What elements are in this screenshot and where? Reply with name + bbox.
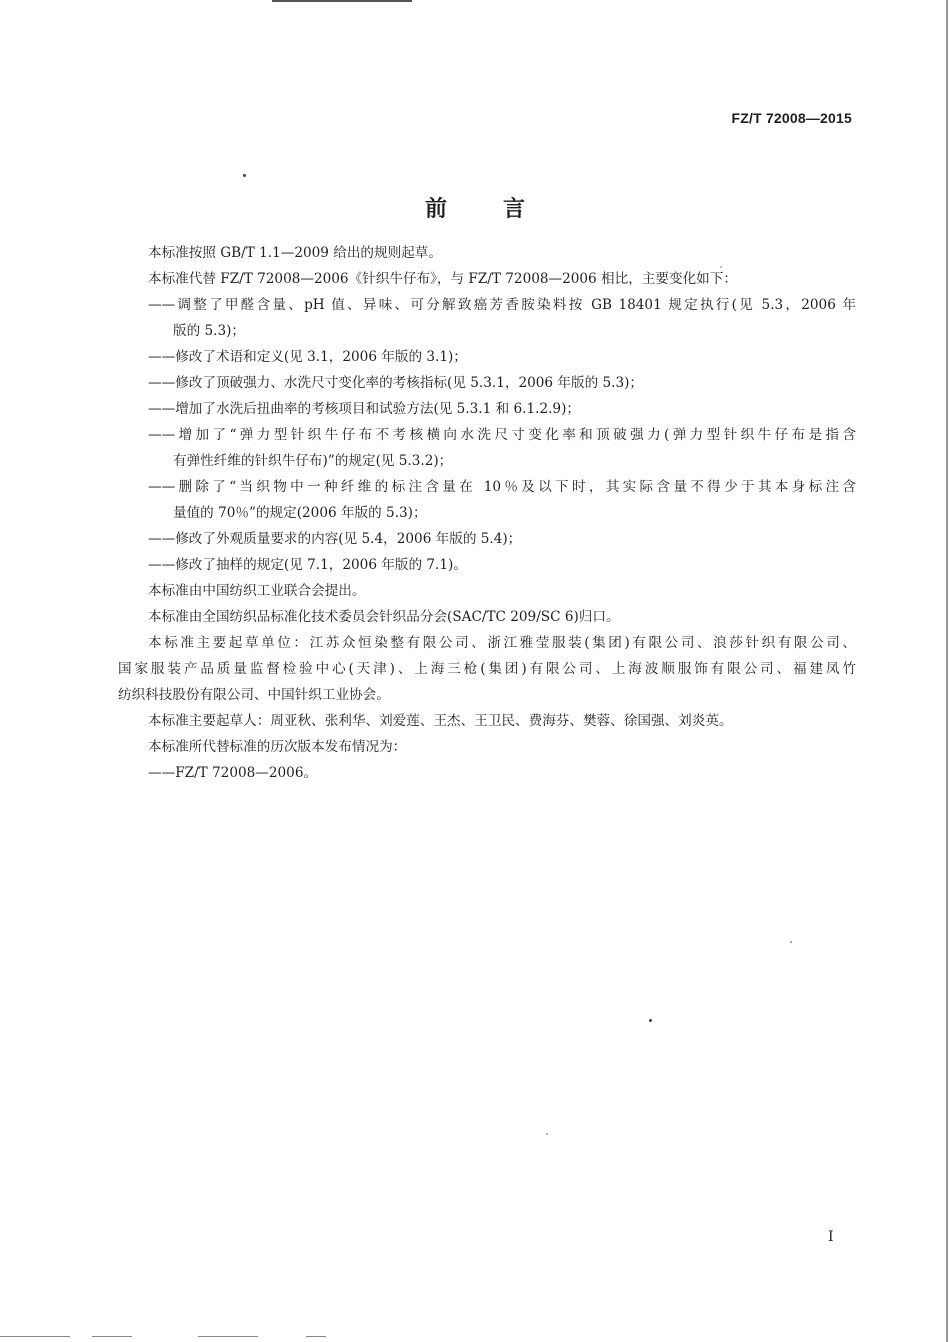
change-item: ——修改了术语和定义(见 3.1，2006 年版的 3.1)； bbox=[148, 349, 467, 365]
foreword-body bbox=[118, 240, 856, 786]
change-item: ——调整了甲醛含量、pH 值、异味、可分解致癌芳香胺染料按 GB 18401 规定执行(见 5.3，2006 年 bbox=[148, 297, 856, 313]
paragraph-drafting-rules: 本标准按照 GB/T 1.1—2009 给出的规则起草。 bbox=[148, 245, 442, 261]
scan-bottom-line bbox=[92, 1336, 132, 1337]
scan-bottom-line bbox=[198, 1336, 258, 1337]
paragraph-history: 本标准所代替标准的历次版本发布情况为： bbox=[148, 739, 407, 755]
top-edge-line bbox=[272, 0, 412, 2]
history-item: ——FZ/T 72008—2006。 bbox=[148, 765, 318, 781]
paragraph-drafting-units-continuation: 纺织科技股份有限公司、中国针织工业协会。 bbox=[118, 687, 390, 703]
change-item-continuation: 量值的 70％”的规定(2006 年版的 5.3)； bbox=[173, 505, 427, 521]
paragraph-proposed-by: 本标准由中国纺织工业联合会提出。 bbox=[148, 583, 366, 599]
change-item: ——增加了“弹力型针织牛仔布不考核横向水洗尺寸变化率和顶破强力(弹力型针织牛仔布是指含 bbox=[148, 427, 856, 443]
scan-speck bbox=[649, 1019, 652, 1022]
paragraph-replaces: 本标准代替 FZ/T 72008—2006《针织牛仔布》，与 FZ/T 72008—2006 相比，主要变化如下： bbox=[148, 271, 737, 287]
change-item-continuation: 有弹性纤维的针织牛仔布)”的规定(见 5.3.2)； bbox=[173, 453, 453, 469]
scan-speck bbox=[790, 941, 792, 943]
paragraph-drafting-units: 本标准主要起草单位：江苏众恒染整有限公司、浙江雅莹服装(集团)有限公司、浪莎针织有限公司、 bbox=[148, 635, 856, 651]
paragraph-drafting-units-continuation: 国家服装产品质量监督检验中心(天津)、上海三枪(集团)有限公司、上海波顺服饰有限公司、福建凤竹 bbox=[118, 661, 856, 677]
change-item: ——修改了顶破强力、水洗尺寸变化率的考核指标(见 5.3.1，2006 年版的 5.3)； bbox=[148, 375, 643, 391]
scan-bottom-line bbox=[0, 1336, 70, 1337]
page-number: I bbox=[828, 1229, 834, 1245]
change-item: ——修改了抽样的规定(见 7.1，2006 年版的 7.1)。 bbox=[148, 557, 467, 573]
standard-number: FZ/T 72008—2015 bbox=[731, 110, 852, 126]
change-item-continuation: 版的 5.3)； bbox=[173, 323, 246, 339]
scan-speck bbox=[720, 266, 722, 268]
change-item: ——增加了水洗后扭曲率的考核项目和试验方法(见 5.3.1 和 6.1.2.9)； bbox=[148, 401, 580, 417]
paragraph-administered-by: 本标准由全国纺织品标准化技术委员会针织品分会(SAC/TC 209/SC 6)归口。 bbox=[148, 609, 620, 625]
page-title: 前言 bbox=[424, 197, 581, 222]
scan-bottom-line bbox=[306, 1336, 326, 1337]
paragraph-drafters: 本标准主要起草人：周亚秋、张利华、刘爱莲、王杰、王卫民、费海芬、樊蓉、徐国强、刘炎英。 bbox=[148, 713, 733, 729]
scan-speck bbox=[546, 1133, 548, 1135]
change-item: ——删除了“当织物中一种纤维的标注含量在 10％及以下时，其实际含量不得少于其本身标注含 bbox=[148, 479, 856, 495]
scan-speck bbox=[243, 174, 246, 177]
change-item: ——修改了外观质量要求的内容(见 5.4，2006 年版的 5.4)； bbox=[148, 531, 522, 547]
